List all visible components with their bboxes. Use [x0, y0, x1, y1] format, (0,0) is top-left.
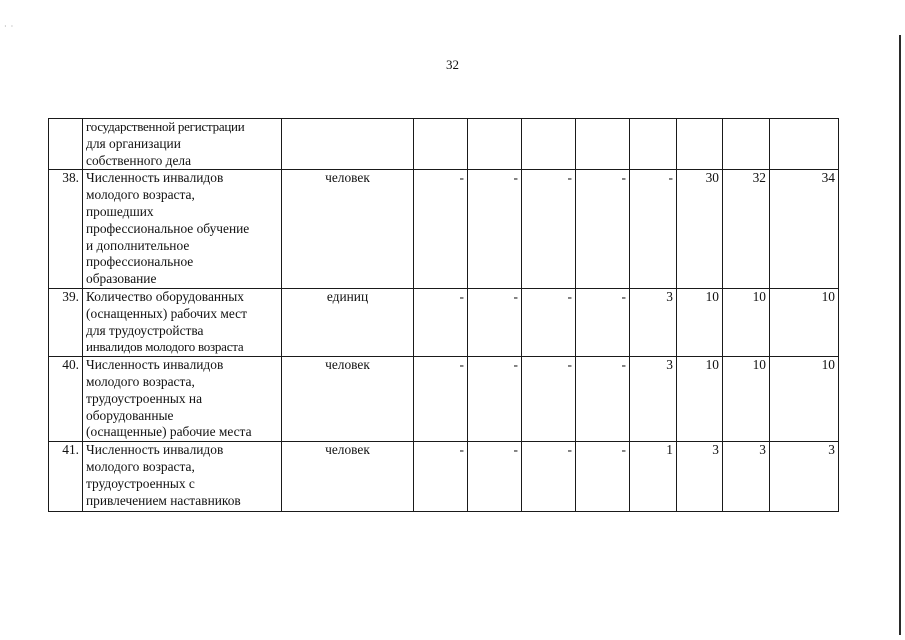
table-row — [49, 288, 839, 356]
indicator-name-line: трудоустроенных на — [86, 390, 203, 406]
value-cell: - — [576, 442, 630, 512]
value-cell: 10 — [770, 357, 839, 442]
value-cell: - — [414, 170, 468, 289]
indicator-name — [83, 357, 282, 442]
value-cell: - — [522, 288, 576, 356]
indicator-name-line: Численность инвалидов — [86, 357, 224, 373]
value-cell: 10 — [723, 357, 770, 442]
value-cell: 32 — [723, 170, 770, 289]
row-number: 40. — [49, 357, 83, 442]
indicator-name-line: собственного дела — [86, 152, 192, 168]
value-cell: - — [576, 288, 630, 356]
indicator-name-line: профессиональное обучение — [86, 220, 250, 236]
value-cell: - — [414, 442, 468, 512]
value-cell — [414, 119, 468, 170]
table-row — [49, 170, 839, 289]
indicator-name-line: Количество оборудованных — [86, 288, 244, 304]
indicator-name-line: (оснащенные) рабочие места — [86, 424, 252, 440]
value-cell — [576, 119, 630, 170]
value-cell: - — [468, 170, 522, 289]
value-cell: - — [576, 170, 630, 289]
indicator-name — [83, 170, 282, 289]
row-number — [49, 119, 83, 170]
indicator-name-line: (оснащенных) рабочих мест — [86, 305, 247, 321]
indicator-name-line: профессиональное — [86, 254, 194, 270]
table-row — [49, 442, 839, 512]
value-cell: 10 — [770, 288, 839, 356]
row-number: 39. — [49, 288, 83, 356]
indicator-name-line: образование — [86, 271, 157, 287]
value-cell: 30 — [677, 170, 723, 289]
indicator-name-line: инвалидов молодого возраста — [86, 339, 244, 355]
indicator-name-line: государственной регистрации — [86, 119, 245, 134]
indicator-name — [83, 119, 282, 170]
page-number: 32 — [446, 57, 459, 72]
table-body — [49, 119, 839, 512]
indicator-name-line: для трудоустройства — [86, 322, 204, 338]
value-cell: 10 — [677, 357, 723, 442]
value-cell: 3 — [677, 442, 723, 512]
value-cell — [630, 119, 677, 170]
row-number: 41. — [49, 442, 83, 512]
indicator-name — [83, 288, 282, 356]
indicator-name-line: молодого возраста, — [86, 458, 195, 474]
value-cell: 10 — [677, 288, 723, 356]
value-cell: - — [414, 288, 468, 356]
value-cell: - — [630, 170, 677, 289]
value-cell: - — [522, 170, 576, 289]
value-cell — [723, 119, 770, 170]
value-cell: 3 — [723, 442, 770, 512]
value-cell: 34 — [770, 170, 839, 289]
indicator-name-line: молодого возраста, — [86, 187, 195, 203]
indicators-table — [48, 118, 839, 512]
unit-cell — [282, 119, 414, 170]
unit-cell: человек — [282, 357, 414, 442]
indicator-name-line: Численность инвалидов — [86, 442, 224, 458]
indicator-name-line: трудоустроенных с — [86, 475, 195, 491]
unit-cell: человек — [282, 170, 414, 289]
value-cell: - — [468, 442, 522, 512]
value-cell: - — [414, 357, 468, 442]
value-cell: 10 — [723, 288, 770, 356]
indicator-name-line: привлечением наставников — [86, 492, 241, 508]
value-cell: - — [522, 357, 576, 442]
table-row — [49, 119, 839, 170]
scan-edge-line — [899, 35, 901, 635]
value-cell: - — [576, 357, 630, 442]
indicator-name-line: оборудованные — [86, 407, 174, 423]
value-cell: - — [468, 357, 522, 442]
value-cell: 3 — [770, 442, 839, 512]
indicator-name — [83, 442, 282, 512]
indicator-name-line: Численность инвалидов — [86, 170, 224, 186]
value-cell — [770, 119, 839, 170]
row-number: 38. — [49, 170, 83, 289]
unit-cell: единиц — [282, 288, 414, 356]
table-row — [49, 357, 839, 442]
value-cell — [677, 119, 723, 170]
indicator-name-line: прошедших — [86, 203, 154, 219]
value-cell: 1 — [630, 442, 677, 512]
value-cell — [468, 119, 522, 170]
value-cell: 3 — [630, 288, 677, 356]
unit-cell: человек — [282, 442, 414, 512]
value-cell: 3 — [630, 357, 677, 442]
indicator-name-line: молодого возраста, — [86, 373, 195, 389]
value-cell: - — [522, 442, 576, 512]
value-cell — [522, 119, 576, 170]
value-cell: - — [468, 288, 522, 356]
indicator-name-line: и дополнительное — [86, 237, 190, 253]
scan-speck: · · — [4, 22, 15, 31]
indicator-name-line: для организации — [86, 135, 181, 151]
